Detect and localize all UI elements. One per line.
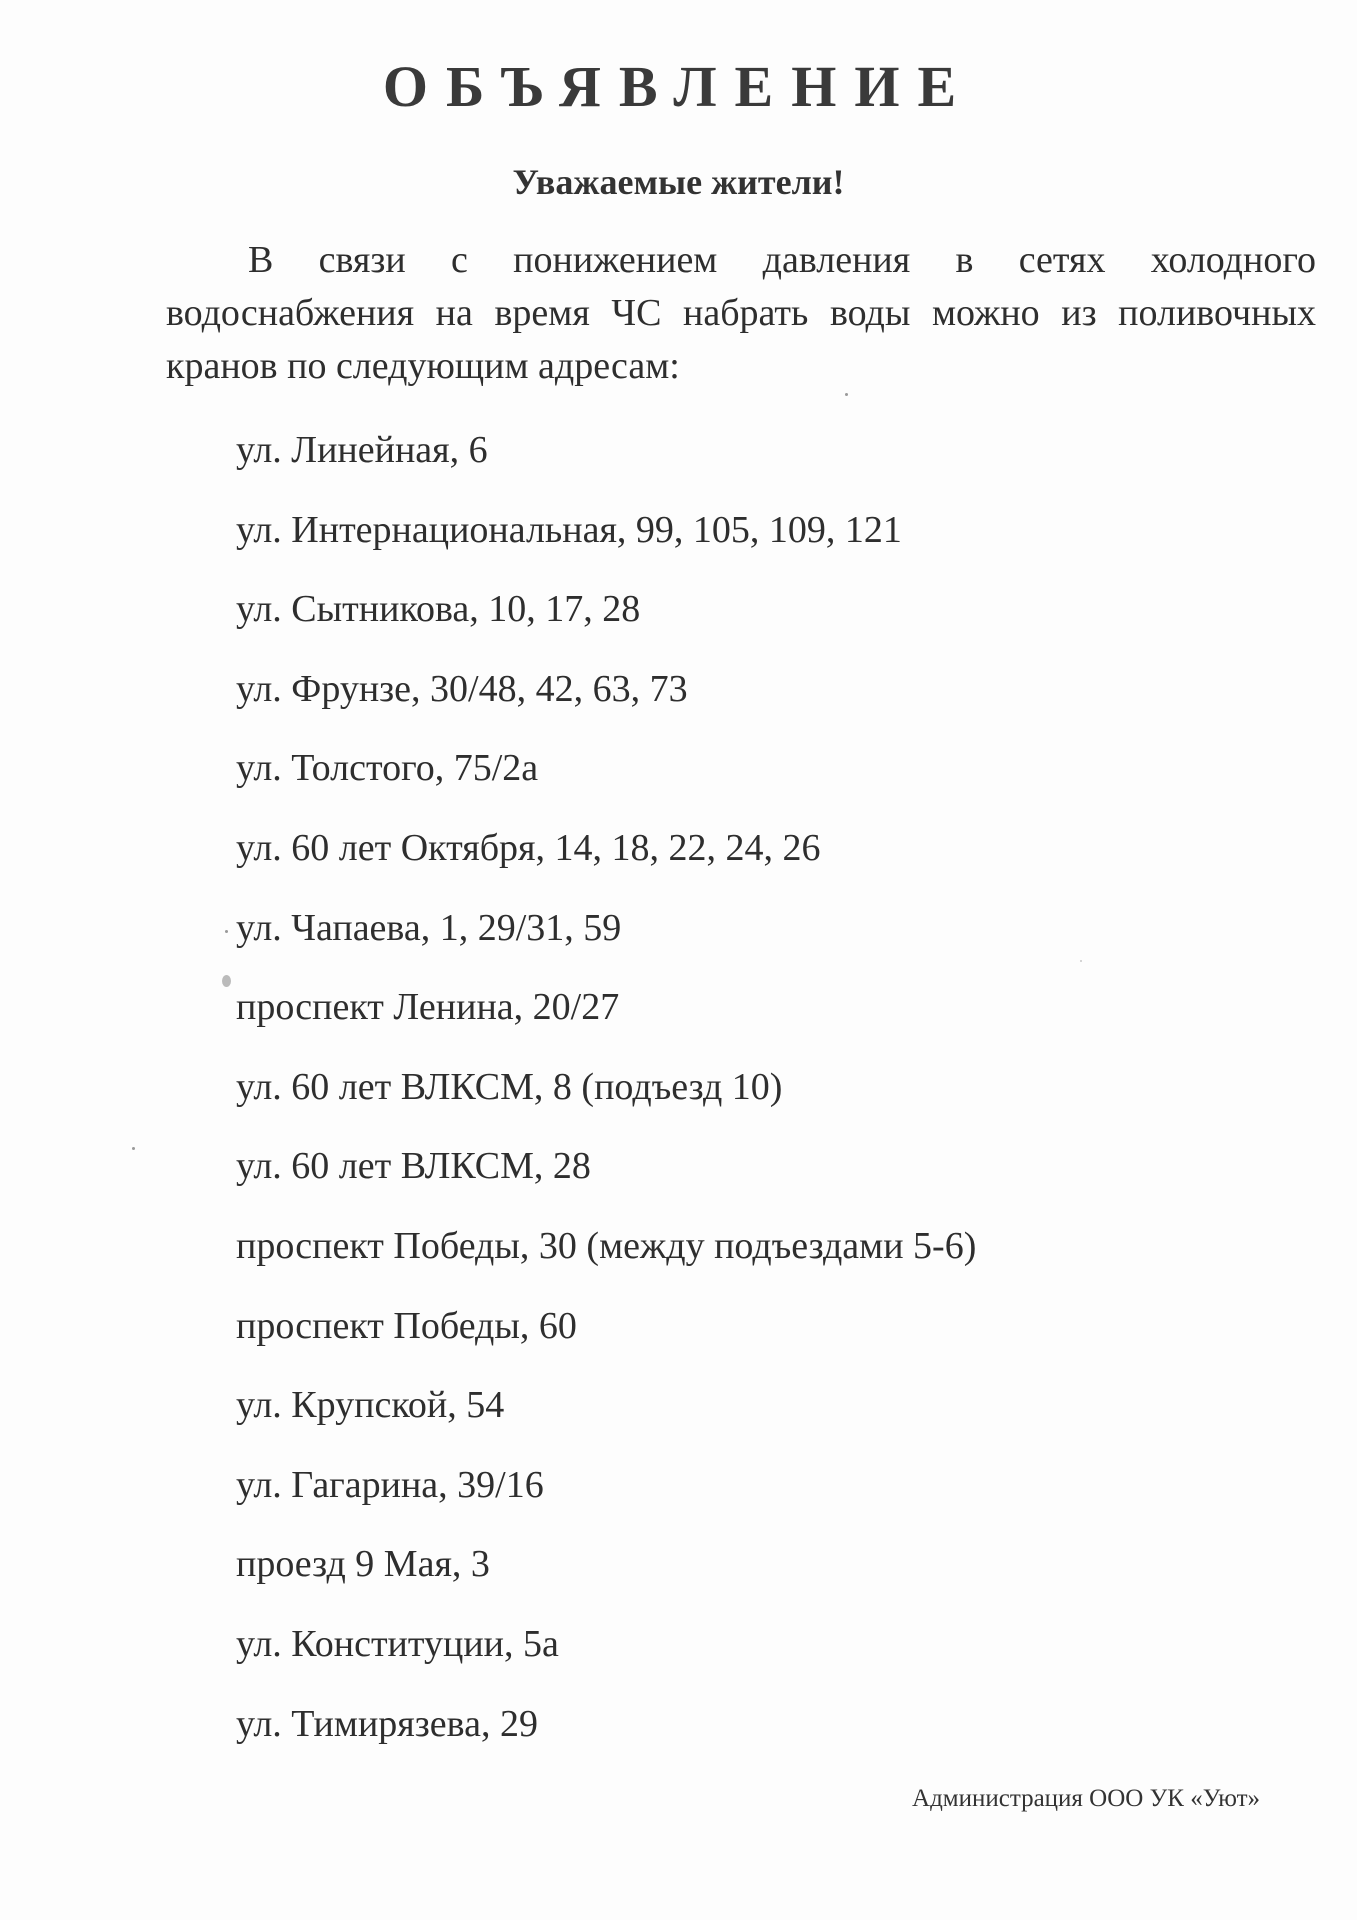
greeting-heading: Уважаемые жители!	[512, 162, 845, 202]
address-item: ул. Тимирязева, 29	[236, 1702, 538, 1745]
address-item: ул. 60 лет Октября, 14, 18, 22, 24, 26	[236, 826, 821, 869]
address-item: ул. Конституции, 5а	[236, 1622, 559, 1665]
address-item: ул. Фрунзе, 30/48, 42, 63, 73	[236, 667, 688, 710]
address-item: проспект Победы, 30 (между подъездами 5-6)	[236, 1224, 977, 1267]
address-item: проспект Победы, 60	[236, 1304, 577, 1347]
address-item: ул. Сытникова, 10, 17, 28	[236, 588, 641, 631]
address-item: ул. Интернациональная, 99, 105, 109, 121	[236, 508, 902, 551]
address-item: ул. Крупской, 54	[236, 1384, 505, 1427]
scan-speck	[222, 975, 231, 987]
address-item: ул. 60 лет ВЛКСМ, 8 (подъезд 10)	[236, 1065, 783, 1108]
address-item: ул. Толстого, 75/2а	[236, 747, 539, 790]
signature-line: Администрация ООО УК «Уют»	[912, 1785, 1260, 1812]
scan-speck	[132, 1147, 135, 1150]
address-item: ул. Линейная, 6	[236, 429, 488, 471]
address-list	[236, 420, 1236, 1773]
address-item: ул. Чапаева, 1, 29/31, 59	[236, 906, 622, 949]
announcement-title: ОБЪЯВЛЕНИЕ	[382, 54, 975, 119]
scan-speck	[225, 930, 228, 933]
address-item: проезд 9 Мая, 3	[236, 1543, 490, 1586]
address-item: ул. Гагарина, 39/16	[236, 1463, 544, 1506]
scan-speck	[1080, 960, 1082, 962]
scan-speck	[845, 393, 848, 396]
intro-paragraph: В связи с понижением давления в сетях холодного водоснабжения на время ЧС набрать воды можно из поливочных кранов по следующим адресам:	[166, 239, 1316, 387]
address-item: ул. 60 лет ВЛКСМ, 28	[236, 1145, 591, 1188]
address-item: проспект Ленина, 20/27	[236, 986, 620, 1029]
